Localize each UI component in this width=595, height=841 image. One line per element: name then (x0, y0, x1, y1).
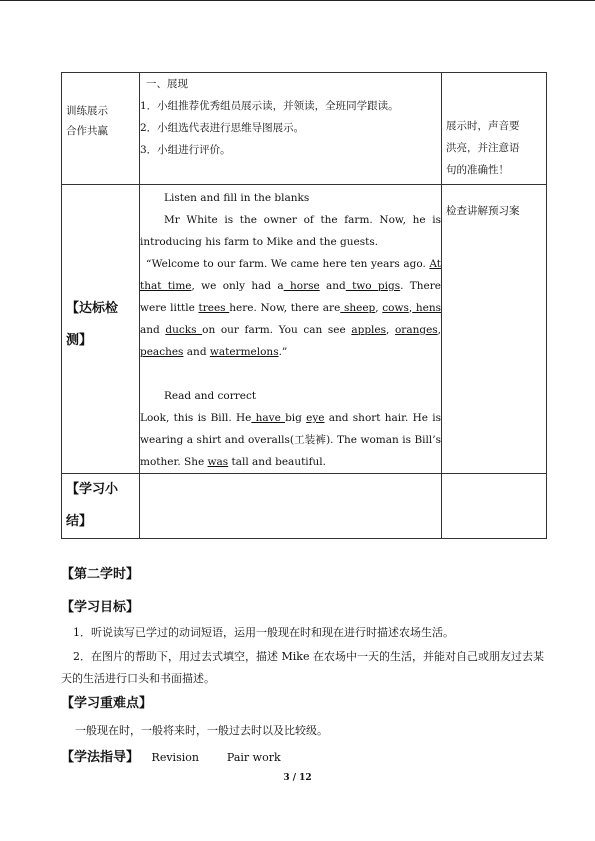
passage-text: , (408, 302, 413, 314)
assessment-note: 检查讲解预习案 (446, 205, 520, 217)
passage-text: , (437, 324, 442, 336)
passage-close-mark: .” (278, 346, 288, 358)
blank-answer: hens (412, 302, 441, 314)
cell-showcase-steps (140, 73, 442, 185)
blank-answer: oranges (394, 324, 438, 336)
passage-text: , we only had a (191, 280, 284, 292)
cell-summary-label (62, 474, 140, 539)
goal-1: 1．听说读写已学过的动词短语，运用一般现在时和现在进行时描述农场生活。 (73, 626, 454, 639)
blank-answer: At that time (140, 258, 441, 292)
correct-text: Look, this is Bill. He (140, 412, 252, 424)
section-method (61, 746, 281, 765)
top-rule (0, 0, 595, 1)
showcase-step-1: 1．小组推荐优秀组员展示读，并领读，全班同学跟读。 (140, 100, 399, 112)
blank-answer: apples (351, 324, 387, 336)
correct-text: and short hair. He is wearing a shirt and overalls(工装裤). The woman is Bill’s mother. She (140, 412, 442, 468)
blank-answer: peaches (140, 346, 184, 358)
passage-text: and (183, 346, 210, 358)
section-goals: 【学习目标】 (61, 600, 140, 615)
blank-answer: ducks (165, 324, 203, 336)
showcase-step-heading: 一、展现 (146, 78, 188, 90)
showcase-note-line3: 句的准确性！ (446, 164, 509, 176)
blank-answer: horse (283, 280, 320, 292)
cell-showcase-note (442, 73, 547, 185)
passage-text: , (386, 324, 395, 336)
showcase-label-line1: 训练展示 (66, 105, 108, 117)
cell-assessment-note (442, 185, 547, 474)
cell-summary-content (140, 474, 442, 539)
correct-text: tall and beautiful. (228, 456, 327, 468)
blank-answer: watermelons (209, 346, 279, 358)
cell-summary-note (442, 474, 547, 539)
lesson-table (61, 72, 547, 539)
task2-passage (140, 407, 441, 473)
method-words: Revision Pair work (151, 751, 281, 764)
passage-text: here. Now, there are (229, 302, 341, 314)
section-lesson2: 【第二学时】 (61, 567, 140, 582)
showcase-step-3: 3．小组进行评价。 (140, 144, 231, 156)
task1-passage (140, 253, 441, 363)
blank-answer: two pigs (345, 280, 401, 292)
section-key-points: 【学习重难点】 (61, 696, 153, 711)
error-mark: have (251, 412, 286, 424)
table-row-summary (62, 474, 547, 539)
passage-text: on our farm. You can see (202, 324, 352, 336)
blank-answer: cows (382, 302, 409, 314)
page-number: 3 / 12 (283, 773, 312, 783)
showcase-note-line1: 展示时，声音要 (446, 120, 520, 132)
correct-text: big (285, 412, 307, 424)
error-mark: was (207, 456, 229, 468)
passage-text: . There were little (140, 280, 441, 314)
passage-open-mark: “ (146, 258, 152, 270)
goal-2: 2．在图片的帮助下，用过去式填空，描述 Mike 在农场中一天的生活，并能对自己或朋友过去某天的生活进行口头和书面描述。 (61, 650, 544, 685)
task1-title: Listen and fill in the blanks (164, 192, 310, 204)
table-row-assessment (62, 185, 547, 474)
key-points-text: 一般现在时，一般将来时，一般过去时以及比较级。 (75, 724, 328, 737)
summary-label-line1: 【学习小 (66, 482, 119, 497)
assessment-label-line1: 【达标检 (66, 301, 119, 316)
passage-text: and (140, 324, 166, 336)
cell-showcase-label (62, 73, 140, 185)
showcase-label-line2: 合作共赢 (66, 125, 108, 137)
summary-label-line2: 结】 (66, 514, 93, 529)
method-label: 【学法指导】 (61, 750, 140, 765)
blank-answer: sheep (340, 302, 376, 314)
blank-answer: trees (198, 302, 230, 314)
task1-intro: Mr White is the owner of the farm. Now, he is introducing his farm to Mike and the guests. (140, 214, 441, 248)
passage-text: and (319, 280, 346, 292)
assessment-label-line2: 测】 (66, 333, 93, 348)
showcase-step-2: 2．小组选代表进行思维导图展示。 (140, 122, 305, 134)
passage-text: Welcome to our farm. We came here ten years ago. (151, 258, 430, 270)
table-row-showcase (62, 73, 547, 185)
cell-assessment-tasks (140, 185, 442, 474)
passage-text: , (375, 302, 383, 314)
showcase-note-line2: 洪亮，并注意语 (446, 142, 520, 154)
error-mark: eye (306, 412, 325, 424)
cell-assessment-label (62, 185, 140, 474)
task2-title: Read and correct (164, 390, 257, 402)
